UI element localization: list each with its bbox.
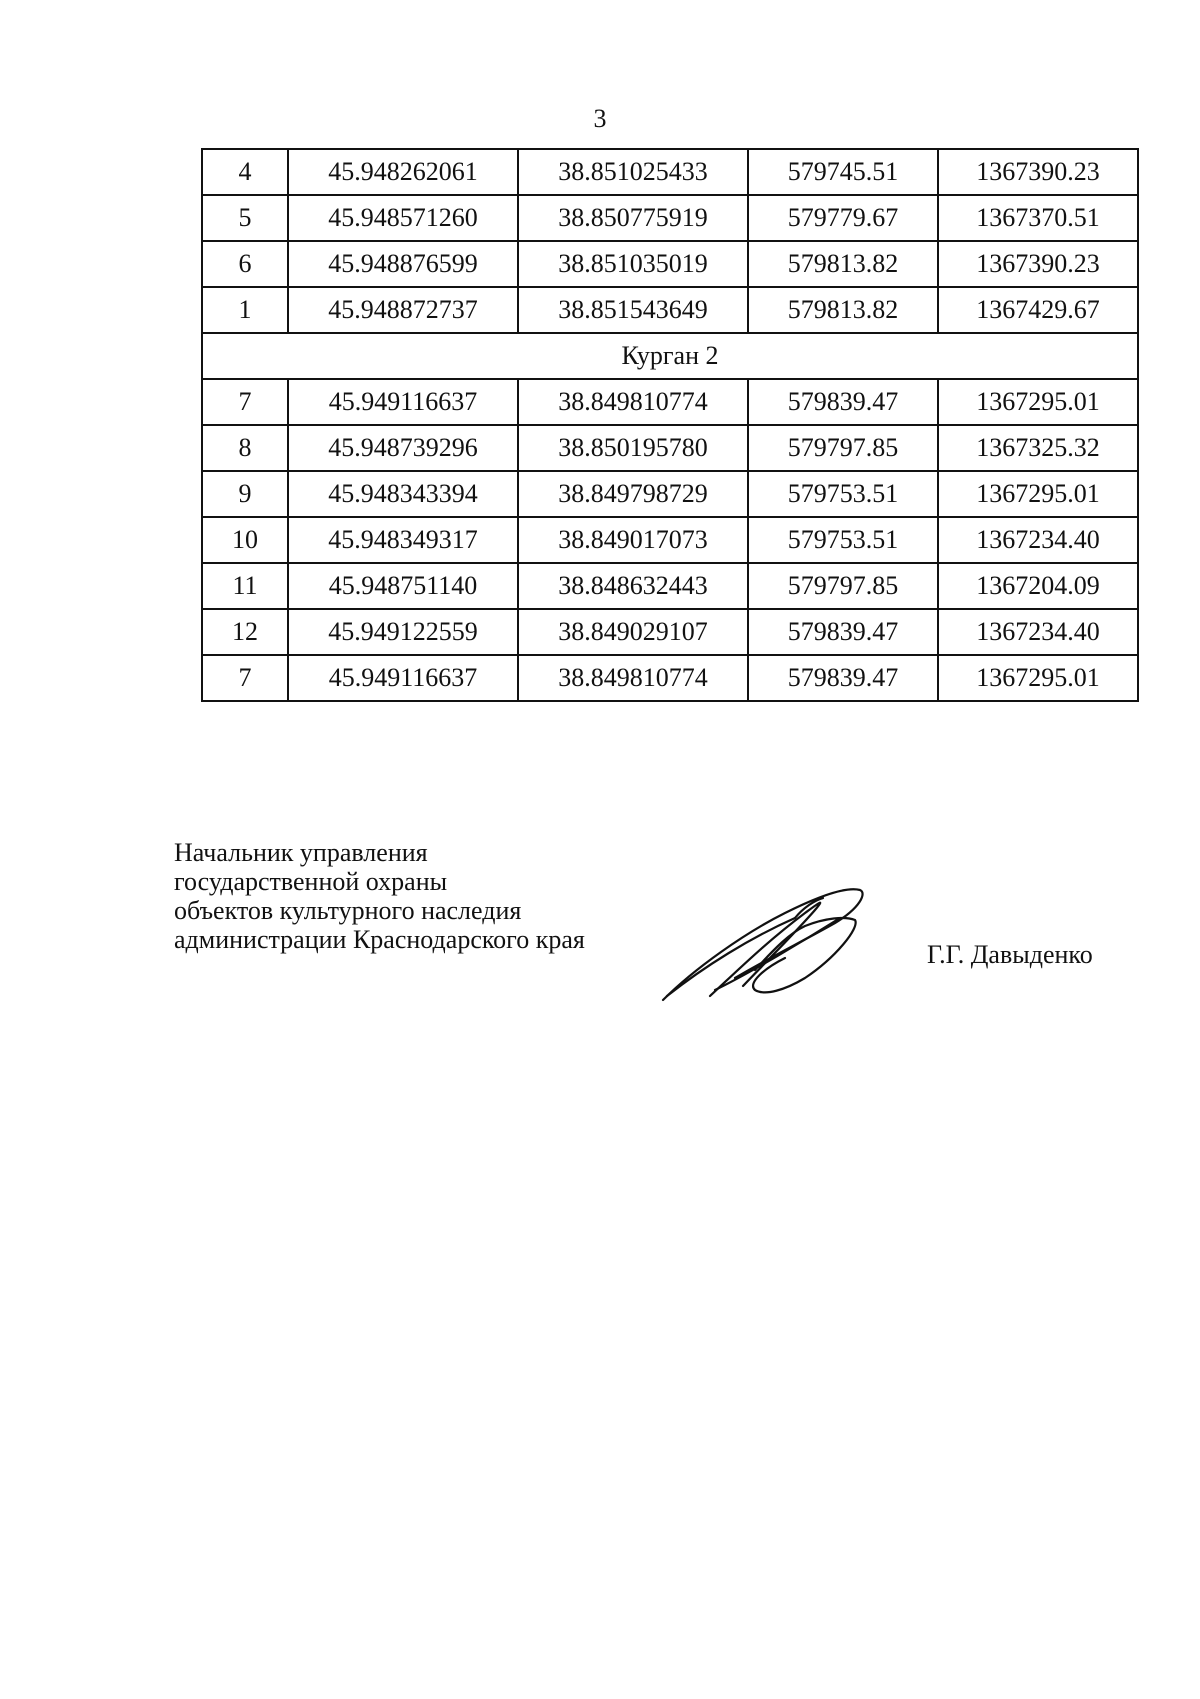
table-cell: 45.948872737 [288,287,518,333]
signature-title-line: администрации Краснодарского края [174,925,585,954]
table-cell: 38.849798729 [518,471,748,517]
table-cell: 579839.47 [748,655,938,701]
table-row [202,425,1138,471]
handwritten-signature [655,878,895,1008]
table-cell: 7 [202,379,288,425]
table-cell: 1367390.23 [938,149,1138,195]
table-cell: 45.948262061 [288,149,518,195]
table-cell: 4 [202,149,288,195]
table-cell: 38.849810774 [518,379,748,425]
table-cell: 579797.85 [748,425,938,471]
table-cell: 45.948751140 [288,563,518,609]
table-row [202,287,1138,333]
signature-title-line: государственной охраны [174,867,448,896]
table-row [202,241,1138,287]
table-cell: 38.849017073 [518,517,748,563]
table-cell: 45.949116637 [288,379,518,425]
table-cell: 45.948571260 [288,195,518,241]
table-cell: 9 [202,471,288,517]
table-cell: 38.849029107 [518,609,748,655]
table-cell: 579753.51 [748,471,938,517]
coordinates-table-body [202,149,1138,701]
table-cell: 45.949116637 [288,655,518,701]
table-cell: 8 [202,425,288,471]
table-cell: 38.851035019 [518,241,748,287]
table-cell: 38.850775919 [518,195,748,241]
table-cell: 38.851025433 [518,149,748,195]
table-cell: 45.949122559 [288,609,518,655]
table-row [202,655,1138,701]
table-cell: 1367370.51 [938,195,1138,241]
table-cell: 1367429.67 [938,287,1138,333]
table-cell: 579753.51 [748,517,938,563]
signature-title-line: объектов культурного наследия [174,896,522,925]
table-cell: 10 [202,517,288,563]
table-cell: 579813.82 [748,241,938,287]
table-cell: 1367325.32 [938,425,1138,471]
table-cell: 1367295.01 [938,471,1138,517]
table-cell: 38.849810774 [518,655,748,701]
table-cell: 45.948349317 [288,517,518,563]
table-cell: 7 [202,655,288,701]
table-cell: 579813.82 [748,287,938,333]
signer-name: Г.Г. Давыденко [927,940,1093,969]
table-cell: 579839.47 [748,379,938,425]
table-row [202,149,1138,195]
table-cell: 1367234.40 [938,609,1138,655]
table-cell: 45.948876599 [288,241,518,287]
table-cell: 11 [202,563,288,609]
table-row [202,517,1138,563]
section-title: Курган 2 [202,333,1138,379]
signature-title-line: Начальник управления [174,838,428,867]
coordinates-table [201,148,1139,702]
section-row [202,333,1138,379]
table-cell: 12 [202,609,288,655]
table-cell: 38.848632443 [518,563,748,609]
table-cell: 45.948739296 [288,425,518,471]
table-cell: 1367390.23 [938,241,1138,287]
page-number: 3 [593,104,607,133]
table-cell: 6 [202,241,288,287]
signature-title-block [174,838,585,954]
table-cell: 1367204.09 [938,563,1138,609]
table-cell: 38.851543649 [518,287,748,333]
table-cell: 1367295.01 [938,655,1138,701]
table-row [202,471,1138,517]
table-cell: 579779.67 [748,195,938,241]
table-cell: 1367295.01 [938,379,1138,425]
table-cell: 1 [202,287,288,333]
table-row [202,195,1138,241]
table-cell: 579797.85 [748,563,938,609]
table-cell: 45.948343394 [288,471,518,517]
table-cell: 5 [202,195,288,241]
table-row [202,563,1138,609]
table-row [202,609,1138,655]
table-cell: 579745.51 [748,149,938,195]
table-cell: 579839.47 [748,609,938,655]
table-cell: 1367234.40 [938,517,1138,563]
table-row [202,379,1138,425]
table-cell: 38.850195780 [518,425,748,471]
